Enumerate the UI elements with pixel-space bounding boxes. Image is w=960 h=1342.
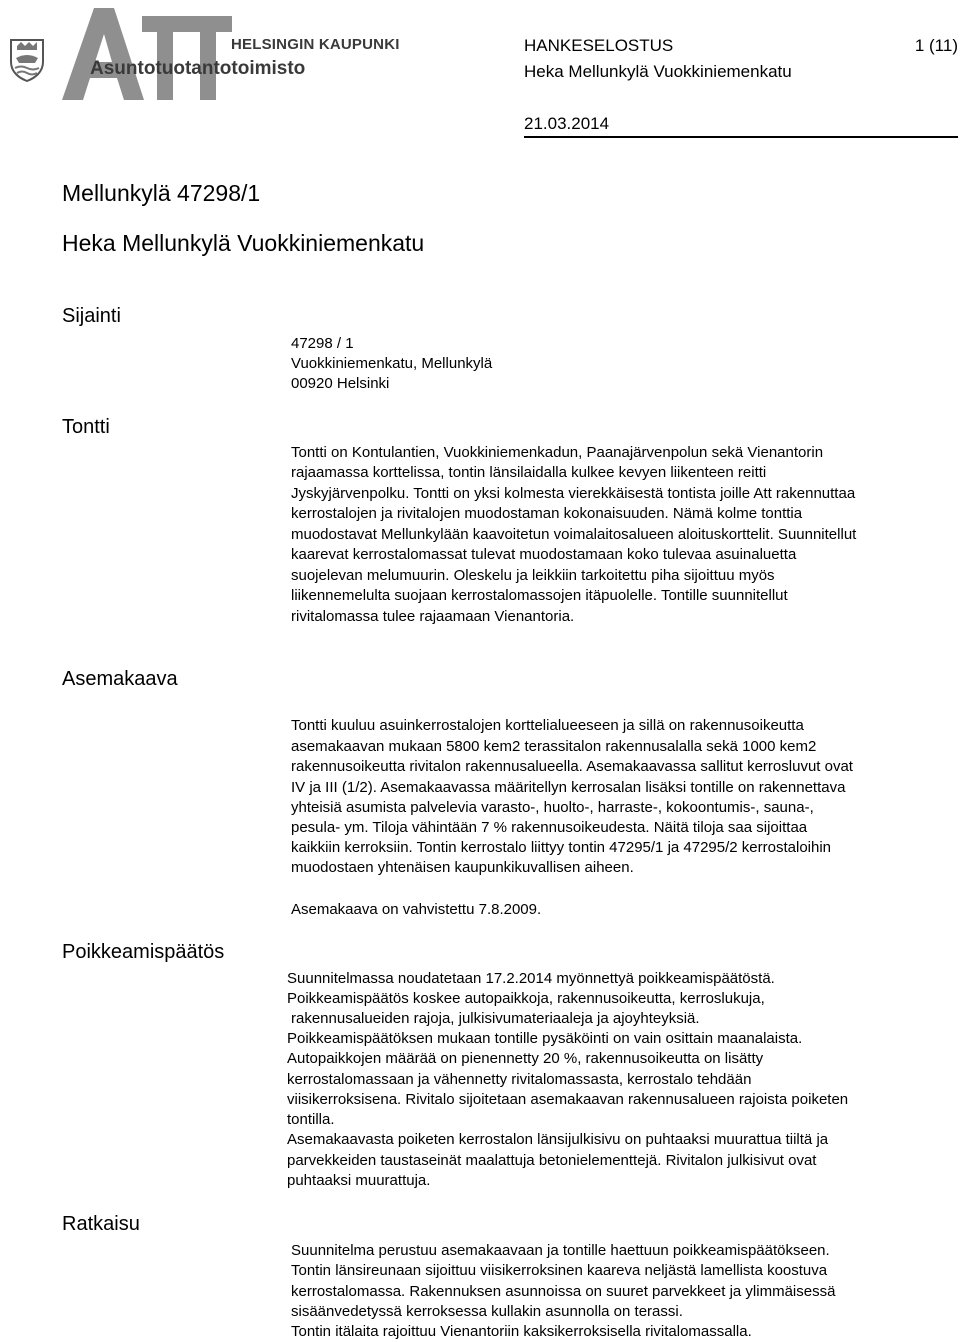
body-line: kerrostalojen ja rivitalojen muodostaman kokonaisuuden. Nämä kolme tonttia: [291, 505, 803, 522]
document-type: HANKESELOSTUS: [524, 36, 674, 55]
organization-city: HELSINGIN KAUPUNKI: [231, 36, 400, 53]
body-line: Autopaikkojen määrää on pienennetty 20 %, rakennusoikeutta on lisätty: [287, 1050, 764, 1067]
asemakaava-confirmed: Asemakaava on vahvistettu 7.8.2009.: [291, 901, 542, 918]
body-line: parvekkeiden taustaseinät maalattuja betonielementtejä. Rivitalon julkisivut ovat: [287, 1152, 817, 1169]
body-line: muodostaen yhtenäisen kaupunkikuvallisen aiheen.: [291, 859, 634, 876]
body-line: puhtaaksi muurattuja.: [287, 1172, 431, 1189]
body-line: tontilla.: [287, 1111, 335, 1128]
body-line: muodostavat Mellunkylään kaavoitetun voimalaitosalueen aloituskorttelit. Suunnitellut: [291, 526, 857, 543]
body-line: Tontti on Kontulantien, Vuokkiniemenkadun, Paanajärvenpolun sekä Vienantorin: [291, 444, 824, 461]
header-divider: [524, 136, 958, 138]
body-line: Tontin itälaita rajoittuu Vienantoriin kaksikerroksisella rivitalomassalla.: [291, 1323, 752, 1340]
body-line: kaarevat kerrostalomassat tulevat muodostamaan koko tulevaa asuinaluetta: [291, 546, 797, 563]
section-heading-ratkaisu: Ratkaisu: [62, 1213, 140, 1235]
section-heading-sijainti: Sijainti: [62, 305, 121, 327]
body-line: Poikkeamispäätöksen mukaan tontille pysäköinti on vain osittain maanalaista.: [287, 1030, 803, 1047]
body-line: pesula- ym. Tiloja vähintään 7 % rakennusoikeudesta. Näitä tiloja saa sijoittaa: [291, 819, 808, 836]
organization-logo: [0, 0, 420, 110]
page-number: 1 (11): [914, 36, 958, 55]
document-subtitle: Heka Mellunkylä Vuokkiniemenkatu: [62, 230, 425, 256]
body-line: Asemakaavasta poiketen kerrostalon länsijulkisivu on puhtaaksi muurattua tiiltä ja: [287, 1131, 829, 1148]
body-line: asemakaavan mukaan 5800 kem2 terassitalon rakennusalalla sekä 1000 kem2: [291, 738, 817, 755]
document-title: Mellunkylä 47298/1: [62, 180, 261, 206]
header-project: Heka Mellunkylä Vuokkiniemenkatu: [524, 62, 792, 81]
body-line: 47298 / 1: [291, 335, 354, 352]
section-heading-asemakaava: Asemakaava: [62, 668, 178, 690]
helsinki-crest-icon: [8, 36, 46, 82]
document-date: 21.03.2014: [524, 114, 610, 133]
body-line: Vuokkiniemenkatu, Mellunkylä: [291, 355, 493, 372]
organization-name: Asuntotuotantotoimisto: [90, 58, 306, 79]
body-line: kerrostalomassa. Rakennuksen asunnoissa on suuret parvekkeet ja ylimmäisessä: [291, 1283, 836, 1300]
body-line: Jyskyjärvenpolku. Tontti on yksi kolmesta vierekkäisestä tontista joille Att rakennuttaa: [291, 485, 856, 502]
body-line: viisikerroksisena. Rivitalo sijoitetaan asemakaavan rakennusalueen rajoista poiketen: [287, 1091, 849, 1108]
body-line: Tontin länsireunaan sijoittuu viisikerroksinen kaareva neljästä lamellista koostuva: [291, 1262, 828, 1279]
body-line: rajaamassa korttelissa, tontin länsilaidalla kulkee kevyen liikenteen reitti: [291, 464, 767, 481]
body-line: rakennusalueiden rajoja, julkisivumateriaaleja ja ajoyhteyksiä.: [291, 1010, 700, 1027]
body-line: rakennusoikeutta rivitalon rakennusalueella. Asemakaavassa sallitut kerrosluvut ovat: [291, 758, 853, 775]
body-line: rivitalomassa tulee rajaamaan Vienantoria.: [291, 608, 575, 625]
body-line: yhteisiä asumista palvelevia varasto-, huolto-, harraste-, kokoontumis-, sauna-,: [291, 799, 814, 816]
section-heading-tontti: Tontti: [62, 416, 110, 438]
body-line: IV ja III (1/2). Asemakaavassa määritellyn kerrosalan lisäksi tontille on rakennettava: [291, 779, 846, 796]
body-line: Tontti kuuluu asuinkerrostalojen korttelialueeseen ja sillä on rakennusoikeutta: [291, 717, 804, 734]
body-line: Suunnitelmassa noudatetaan 17.2.2014 myönnettyä poikkeamispäätöstä.: [287, 970, 775, 987]
body-line: suojelevan melumuurin. Oleskelu ja leikkiin tarkoitettu piha sijoittuu myös: [291, 567, 775, 584]
body-line: sisäänvedetyssä kerroksessa kullakin asunnolla on terassi.: [291, 1303, 683, 1320]
body-line: Poikkeamispäätös koskee autopaikkoja, rakennusoikeutta, kerroslukuja,: [287, 990, 765, 1007]
body-line: Suunnitelma perustuu asemakaavaan ja tontille haettuun poikkeamispäätökseen.: [291, 1242, 830, 1259]
body-line: 00920 Helsinki: [291, 375, 390, 392]
section-heading-poikkeamispaatos: Poikkeamispäätös: [62, 941, 225, 963]
body-line: kaikkiin kerroksiin. Tontin kerrostalo liittyy tontin 47295/1 ja 47295/2 kerrostaloihin: [291, 839, 832, 856]
body-line: liikennemelulta suojaan kerrostalomassojen itäpuolelle. Tontille suunnitellut: [291, 587, 788, 604]
att-logo-icon: [62, 4, 232, 100]
body-line: kerrostalomassaan ja vähennetty rivitalomassasta, kerrostalo tehdään: [287, 1071, 752, 1088]
